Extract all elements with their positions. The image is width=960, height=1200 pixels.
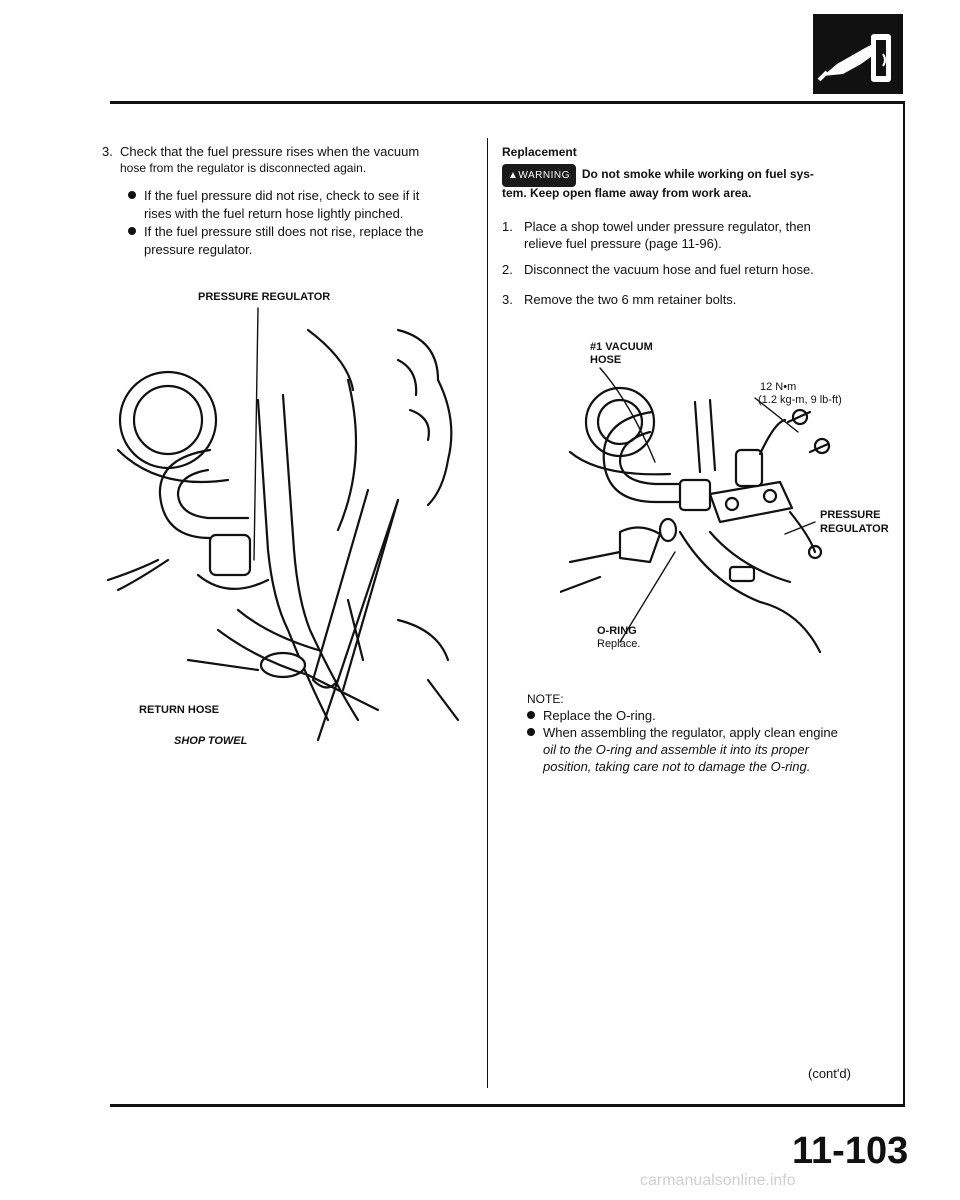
fuel-nozzle-icon — [813, 14, 903, 94]
figure-label-vacuum-hose: #1 VACUUM — [590, 341, 653, 353]
warning-triangle-icon: ▲ — [508, 170, 519, 181]
step-number: 1. — [502, 219, 513, 234]
note-text: Replace the O-ring. — [543, 708, 656, 723]
bullet-icon — [527, 728, 535, 736]
footer-watermark: carmanualsonline.info — [640, 1172, 796, 1189]
warning-badge-text: WARNING — [518, 170, 570, 181]
bullet-item — [128, 223, 424, 240]
figure-label-o-ring-replace: Replace. — [597, 638, 641, 650]
figure-label-return-hose: RETURN HOSE — [139, 704, 220, 716]
column-divider — [487, 138, 488, 1088]
figure-label-o-ring: O-RING — [597, 625, 637, 637]
figure-label-vacuum-hose: HOSE — [590, 354, 622, 366]
bullet-text: rises with the fuel return hose lightly pinched. — [144, 206, 404, 221]
step-text: Remove the two 6 mm retainer bolts. — [524, 292, 737, 307]
warning-badge — [502, 164, 576, 187]
note-item — [527, 724, 838, 741]
continued-label: (cont'd) — [808, 1066, 851, 1081]
note-text: When assembling the regulator, apply clean engine — [543, 725, 838, 740]
header-rule — [110, 101, 905, 104]
bullet-icon — [527, 711, 535, 719]
step-text: hose from the regulator is disconnected again. — [120, 161, 367, 175]
right-border — [903, 101, 905, 1106]
step-text: Place a shop towel under pressure regulator, then — [524, 219, 811, 234]
footer-rule — [110, 1104, 905, 1107]
pinching-hose-illustration — [98, 300, 478, 770]
regulator-exploded-illustration — [560, 362, 880, 662]
bullet-text: If the fuel pressure still does not rise, replace the — [144, 224, 424, 239]
step-number: 3. — [102, 144, 113, 159]
figure-label-pressure-regulator: REGULATOR — [820, 523, 889, 535]
figure-label-pressure-regulator: PRESSURE — [820, 509, 881, 521]
step-text: relieve fuel pressure (page 11-96). — [524, 236, 722, 251]
figure-label-torque: (1.2 kg-m, 9 lb-ft) — [758, 394, 842, 406]
warning-line — [502, 164, 814, 187]
note-text: oil to the O-ring and assemble it into its proper — [543, 742, 809, 757]
warning-text: tem. Keep open flame away from work area. — [502, 186, 752, 200]
bullet-icon — [128, 191, 136, 199]
note-text: position, taking care not to damage the O-ring. — [543, 759, 811, 774]
note-item — [527, 707, 656, 724]
step-text: Disconnect the vacuum hose and fuel return hose. — [524, 262, 814, 277]
bullet-item — [128, 187, 419, 204]
step-number: 3. — [502, 292, 513, 307]
figure-label-shop-towel: SHOP TOWEL — [174, 735, 248, 747]
step-text: Check that the fuel pressure rises when the vacuum — [120, 144, 420, 159]
figure-label-pressure-regulator: PRESSURE REGULATOR — [198, 291, 331, 303]
bullet-text: pressure regulator. — [144, 242, 253, 257]
bullet-text: If the fuel pressure did not rise, check to see if it — [144, 188, 420, 203]
section-heading: Replacement — [502, 145, 577, 159]
step-number: 2. — [502, 262, 513, 277]
warning-text: Do not smoke while working on fuel sys- — [581, 167, 814, 181]
bullet-icon — [128, 227, 136, 235]
note-title: NOTE: — [527, 692, 564, 706]
figure-label-torque: 12 N•m — [760, 381, 797, 393]
page-number: 11-103 — [792, 1130, 909, 1172]
